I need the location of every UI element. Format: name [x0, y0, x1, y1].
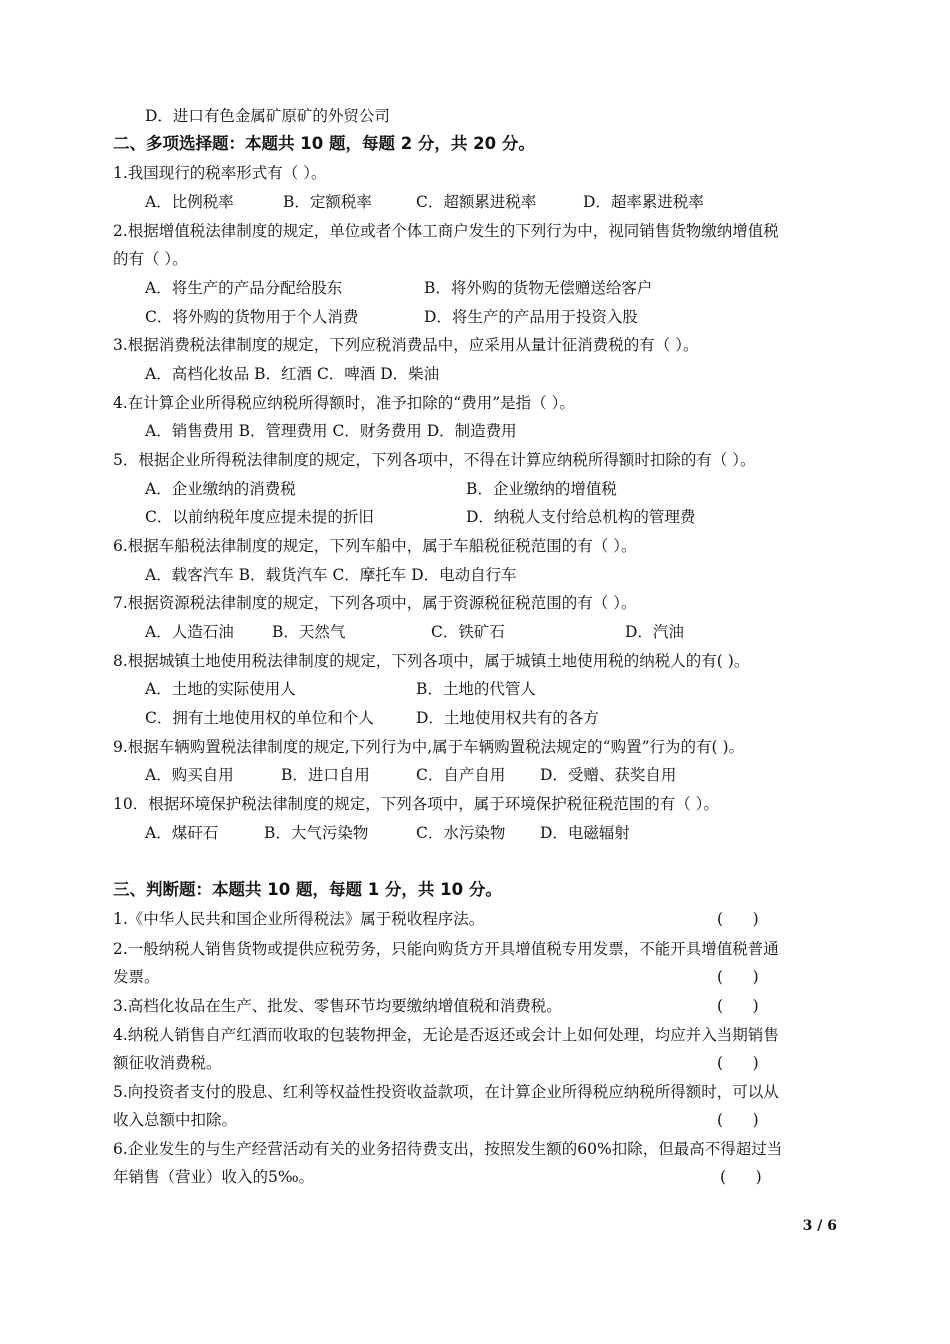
judgment-6-line-2: 年销售（营业）收入的5‰。 — [113, 1168, 315, 1186]
q10-option-d: D．电磁辐射 — [540, 824, 630, 842]
section-2-heading: 二、多项选择题：本题共 10 题，每题 2 分，共 20 分。 — [113, 134, 535, 153]
judgment-4-line-2: 额征收消费税。 — [113, 1054, 222, 1072]
judgment-4-answer-blank[interactable]: ( ) — [717, 1054, 759, 1072]
q10-stem: 10．根据环境保护税法律制度的规定，下列各项中，属于环境保护税征税范围的有（ ）。 — [113, 795, 719, 813]
q8-option-a: A．土地的实际使用人 — [145, 680, 296, 698]
q2-option-b: B．将外购的货物无偿赠送给客户 — [424, 279, 653, 297]
judgment-1: 1.《中华人民共和国企业所得税法》属于税收程序法。 — [113, 910, 485, 928]
q5-stem: 5．根据企业所得税法律制度的规定，下列各项中，不得在计算应纳税所得额时扣除的有（ ）。 — [113, 451, 756, 469]
q5-option-c: C．以前纳税年度应提未提的折旧 — [145, 508, 374, 526]
q7-option-a: A．人造石油 — [145, 623, 234, 641]
q4-stem: 4.在计算企业所得税应纳税所得额时，准予扣除的“费用”是指（ ）。 — [113, 394, 575, 412]
q1-stem: 1.我国现行的税率形式有（ ）。 — [113, 164, 327, 182]
q3-stem: 3.根据消费税法律制度的规定，下列应税消费品中，应采用从量计征消费税的有（ ）。 — [113, 336, 699, 354]
q2-option-c: C．将外购的货物用于个人消费 — [145, 308, 359, 326]
judgment-3-answer-blank[interactable]: ( ) — [717, 997, 759, 1015]
q9-option-c: C．自产自用 — [416, 766, 506, 784]
q9-option-a: A．购买自用 — [145, 766, 234, 784]
q9-option-b: B．进口自用 — [281, 766, 370, 784]
q5-option-a: A．企业缴纳的消费税 — [145, 480, 296, 498]
judgment-5-line-1: 5.向投资者支付的股息、红利等权益性投资收益款项，在计算企业所得税应纳税所得额时，可以从 — [113, 1083, 779, 1101]
q2-stem-cont: 的有（ ）。 — [113, 250, 188, 268]
q6-stem: 6.根据车船税法律制度的规定，下列车船中，属于车船税征税范围的有（ ）。 — [113, 537, 637, 555]
q7-stem: 7.根据资源税法律制度的规定，下列各项中，属于资源税征税范围的有（ ）。 — [113, 594, 637, 612]
q7-option-c: C．铁矿石 — [431, 623, 505, 641]
judgment-5-answer-blank[interactable]: ( ) — [717, 1111, 759, 1129]
q10-option-c: C．水污染物 — [416, 824, 506, 842]
judgment-2-line-2: 发票。 — [113, 968, 160, 986]
judgment-6-answer-blank[interactable]: ( ) — [720, 1168, 762, 1186]
q1-option-c: C．超额累进税率 — [416, 193, 537, 211]
q9-option-d: D．受赠、获奖自用 — [540, 766, 677, 784]
q7-option-d: D．汽油 — [625, 623, 684, 641]
option-d-prev-question: D．进口有色金属矿原矿的外贸公司 — [145, 107, 390, 125]
judgment-5-line-2: 收入总额中扣除。 — [113, 1111, 238, 1129]
q8-stem: 8.根据城镇土地使用税法律制度的规定，下列各项中，属于城镇土地使用税的纳税人的有( )。 — [113, 652, 750, 670]
judgment-4-line-1: 4.纳税人销售自产红酒而收取的包装物押金，无论是否返还或会计上如何处理，均应并入当期销售 — [113, 1026, 779, 1044]
q8-option-d: D．土地使用权共有的各方 — [416, 709, 599, 727]
q1-option-d: D．超率累进税率 — [583, 193, 704, 211]
q2-option-d: D．将生产的产品用于投资入股 — [424, 308, 638, 326]
judgment-3: 3.高档化妆品在生产、批发、零售环节均要缴纳增值税和消费税。 — [113, 997, 562, 1015]
q2-stem: 2.根据增值税法律制度的规定，单位或者个体工商户发生的下列行为中，视同销售货物缴纳增值税 — [113, 222, 779, 240]
section-3-heading: 三、判断题：本题共 10 题，每题 1 分，共 10 分。 — [113, 880, 502, 899]
judgment-2-line-1: 2.一般纳税人销售货物或提供应税劳务，只能向购货方开具增值税专用发票，不能开具增值税普通 — [113, 940, 779, 958]
q1-option-b: B．定额税率 — [283, 193, 372, 211]
q8-option-c: C．拥有土地使用权的单位和个人 — [145, 709, 374, 727]
q6-options: A．载客汽车 B．载货汽车 C．摩托车 D．电动自行车 — [145, 566, 517, 584]
q2-option-a: A．将生产的产品分配给股东 — [145, 279, 343, 297]
page-number: 3 / 6 — [802, 1218, 837, 1234]
judgment-2-answer-blank[interactable]: ( ) — [717, 968, 759, 986]
q7-option-b: B．天然气 — [272, 623, 346, 641]
q5-option-b: B．企业缴纳的增值税 — [466, 480, 617, 498]
q4-options: A．销售费用 B．管理费用 C．财务费用 D．制造费用 — [145, 422, 517, 440]
q9-stem: 9.根据车辆购置税法律制度的规定,下列行为中,属于车辆购置税法规定的“购置”行为的有( )。 — [113, 738, 745, 756]
q10-option-a: A．煤矸石 — [145, 824, 219, 842]
q3-options: A．高档化妆品 B．红酒 C．啤酒 D．柴油 — [145, 365, 440, 383]
q10-option-b: B．大气污染物 — [264, 824, 369, 842]
q5-option-d: D．纳税人支付给总机构的管理费 — [466, 508, 696, 526]
q1-option-a: A．比例税率 — [145, 193, 234, 211]
judgment-1-answer-blank[interactable]: ( ) — [717, 910, 759, 928]
judgment-6-line-1: 6.企业发生的与生产经营活动有关的业务招待费支出，按照发生额的60%扣除，但最高不得超过当 — [113, 1140, 783, 1158]
q8-option-b: B．土地的代管人 — [416, 680, 536, 698]
